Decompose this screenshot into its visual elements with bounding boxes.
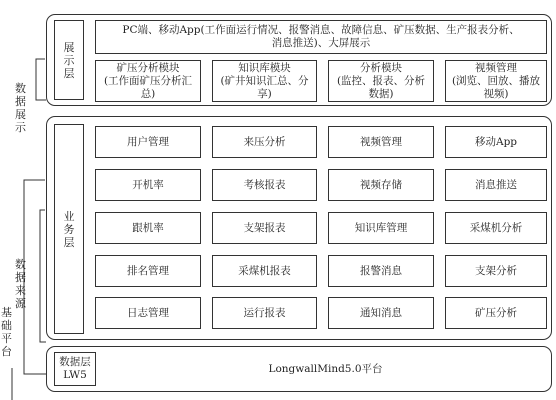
business-cell: 日志管理 — [95, 297, 201, 329]
display-module-4: 视频管理 (浏览、回放、播放 视频) — [445, 60, 547, 102]
business-cell: 知识库管理 — [328, 212, 434, 244]
display-module-3: 分析模块 (监控、报表、分析 数据) — [328, 60, 434, 102]
business-cell: 排名管理 — [95, 255, 201, 287]
business-cell: 用户管理 — [95, 126, 201, 158]
display-module-2: 知识库模块 (矿井知识汇总、分享) — [212, 60, 317, 102]
data-display-label: 数据展示 — [15, 82, 26, 134]
display-layer-label-box — [54, 20, 84, 100]
business-cell: 支架分析 — [445, 255, 547, 287]
display-top-box: PC端、移动App(工作面运行情况、报警消息、故障信息、矿压数据、生产报表分析、 消息推送)、大屏展示 — [95, 20, 547, 54]
business-cell: 来压分析 — [212, 126, 317, 158]
business-cell: 运行报表 — [212, 297, 317, 329]
business-cell: 矿压分析 — [445, 297, 547, 329]
business-cell: 采煤机报表 — [212, 255, 317, 287]
business-cell: 视频管理 — [328, 126, 434, 158]
business-cell: 采煤机分析 — [445, 212, 547, 244]
business-layer-label-box — [54, 124, 84, 334]
display-layer-label: 展示层 — [63, 40, 75, 80]
business-layer-label: 业务层 — [63, 209, 75, 249]
business-cell: 视频存储 — [328, 169, 434, 201]
base-platform-connector — [24, 180, 46, 374]
data-source-label: 数据来源 — [15, 258, 26, 310]
business-cell: 移动App — [445, 126, 547, 158]
business-cell: 开机率 — [95, 169, 201, 201]
business-cell: 跟机率 — [95, 212, 201, 244]
business-cell: 考核报表 — [212, 169, 317, 201]
business-cell: 消息推送 — [445, 169, 547, 201]
platform-label: LongwallMind5.0平台 — [104, 352, 547, 386]
data-layer-label: 数据层 LW5 — [54, 352, 96, 386]
business-cell: 报警消息 — [328, 255, 434, 287]
business-cell: 通知消息 — [328, 297, 434, 329]
business-cell: 支架报表 — [212, 212, 317, 244]
display-module-1: 矿压分析模块 (工作面矿压分析汇总) — [95, 60, 201, 102]
base-platform-label: 基础平台 — [1, 306, 12, 358]
data-display-connector — [36, 59, 46, 100]
